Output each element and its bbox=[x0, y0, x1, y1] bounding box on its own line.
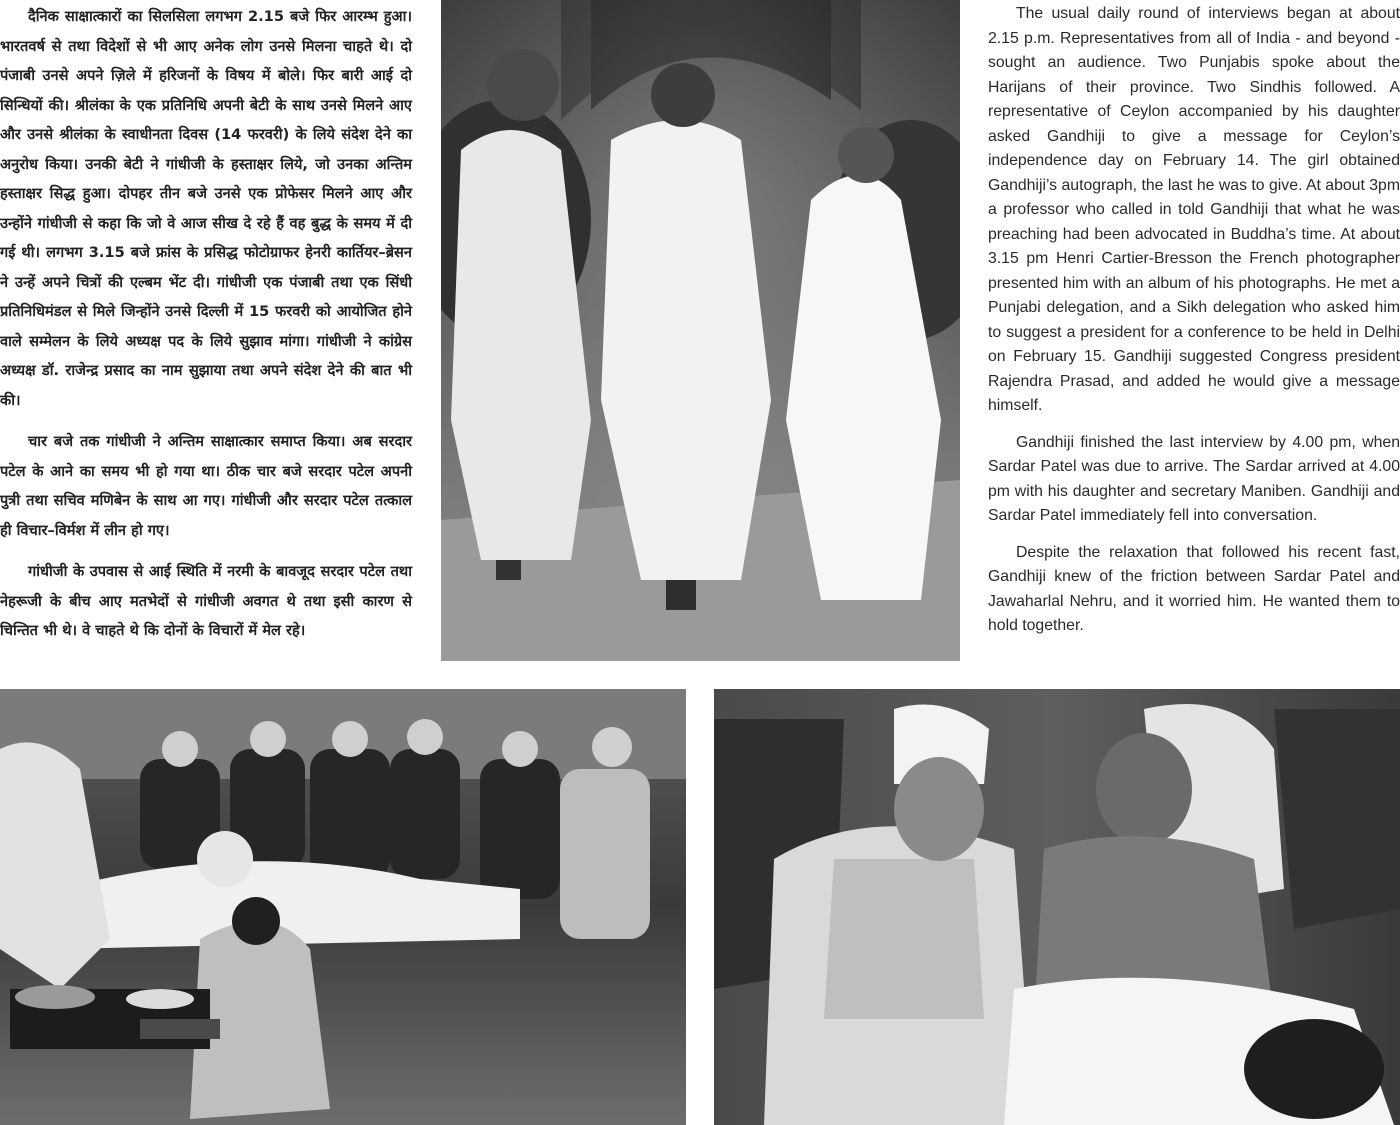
hindi-paragraph: गांधीजी के उपवास से आई स्थिति में नरमी के बावजूद सरदार पटेल तथा नेहरूजी के बीच आए मतभेदों से गांधीजी अवगत थे तथा इसी कारण से चिन्तित भी थे। वे चाहते थे कि दोनों के विचारों में मेल रहे। bbox=[0, 563, 412, 639]
hindi-paragraph: चार बजे तक गांधीजी ने अन्तिम साक्षात्कार समाप्त किया। अब सरदार पटेल के आने का समय भी हो गया था। ठीक चार बजे सरदार पटेल अपनी पुत्री तथा सचिव मणिबेन के साथ आ गए। गांधीजी और सरदार पटेल तत्काल ही विचार–विर्मश में लीन हो गए। bbox=[0, 433, 412, 539]
photo-nehru-gandhi-talk bbox=[714, 689, 1400, 1125]
hindi-paragraph: दैनिक साक्षात्कारों का सिलसिला लगभग 2.15 बजे फिर आरम्भ हुआ। भारतवर्ष से तथा विदेशों से भी आए अनेक लोग उनसे मिलना चाहते थे। दो पंजाबी उनसे अपने ज़िले में हरिजनों के विषय में बोले। फिर बारी आई दो सिन्धियों की। श्रीलंका के एक प्रतिनिधि अपनी बेटी के साथ उनसे मिलने आए और उनसे श्रीलंका के स्वाधीनता दिवस (14 फरवरी) के लिये संदेश देने का अनुरोध किया। उनकी बेटी ने गांधीजी के हस्ताक्षर लिये, जो उनका अन्तिम हस्ताक्षर सिद्ध हुआ। दोपहर तीन बजे उनसे एक प्रोफेसर मिलने आए और उन्होंने गांधीजी से कहा कि जो वे आज सीख दे रहे हैं वह बुद्ध के समय में दी गई थी। लगभग 3.15 बजे फ्रांस के प्रसिद्ध फोटोग्राफर हेनरी कार्तियर–ब्रेसन ने उन्हें अपने चित्रों की एल्बम भेंट दी। गांधीजी एक पंजाबी तथा एक सिंधी प्रतिनिधिमंडल से मिले जिन्होंने उनसे दिल्ली में 15 फरवरी को आयोजित होने वाले सम्मेलन के लिये अध्यक्ष पद के लिये सुझाव मांगा। गांधीजी ने कांग्रेस अध्यक्ष डॉ. राजेन्द्र प्रसाद का नाम सुझाया तथा अपने संदेश देने की बात भी की। bbox=[0, 8, 412, 409]
photo-garden-meeting bbox=[0, 689, 686, 1125]
english-text-column bbox=[988, 2, 1400, 651]
hindi-text-column bbox=[0, 2, 412, 658]
english-paragraph: Gandhiji finished the last interview by 4.00 pm, when Sardar Patel was due to arrive. The Sardar arrived at 4.00 pm with his daughter and secretary Maniben. Gandhiji and Sardar Patel immediately fell into conversation. bbox=[988, 433, 1400, 524]
english-paragraph: Despite the relaxation that followed his recent fast, Gandhiji knew of the friction between Sardar Patel and Jawaharlal Nehru, and it worried him. He wanted them to hold together. bbox=[988, 543, 1400, 634]
photo-three-walking bbox=[441, 0, 960, 661]
english-paragraph: The usual daily round of interviews began at about 2.15 p.m. Representatives from all of India - and beyond - sought an audience. Two Punjabis spoke about the Harijans of their province. Two Sindhis followed. A representative of Ceylon accompanied by his daughter asked Gandhiji to give a message for Ceylon’s independence day on February 14. The girl obtained Gandhiji’s autograph, the last he was to give. At about 3pm a professor who called in told Gandhiji that what he was preaching had been advocated in Buddha’s time. At about 3.15 pm Henri Cartier-Bresson the French photographer presented him with an album of his photographs. He met a Punjabi delegation, and a Sikh delegation who asked him to suggest a president for a conference to be held in Delhi on February 15. Gandhiji suggested Congress president Rajendra Prasad, and added he would give a message himself. bbox=[988, 5, 1400, 414]
